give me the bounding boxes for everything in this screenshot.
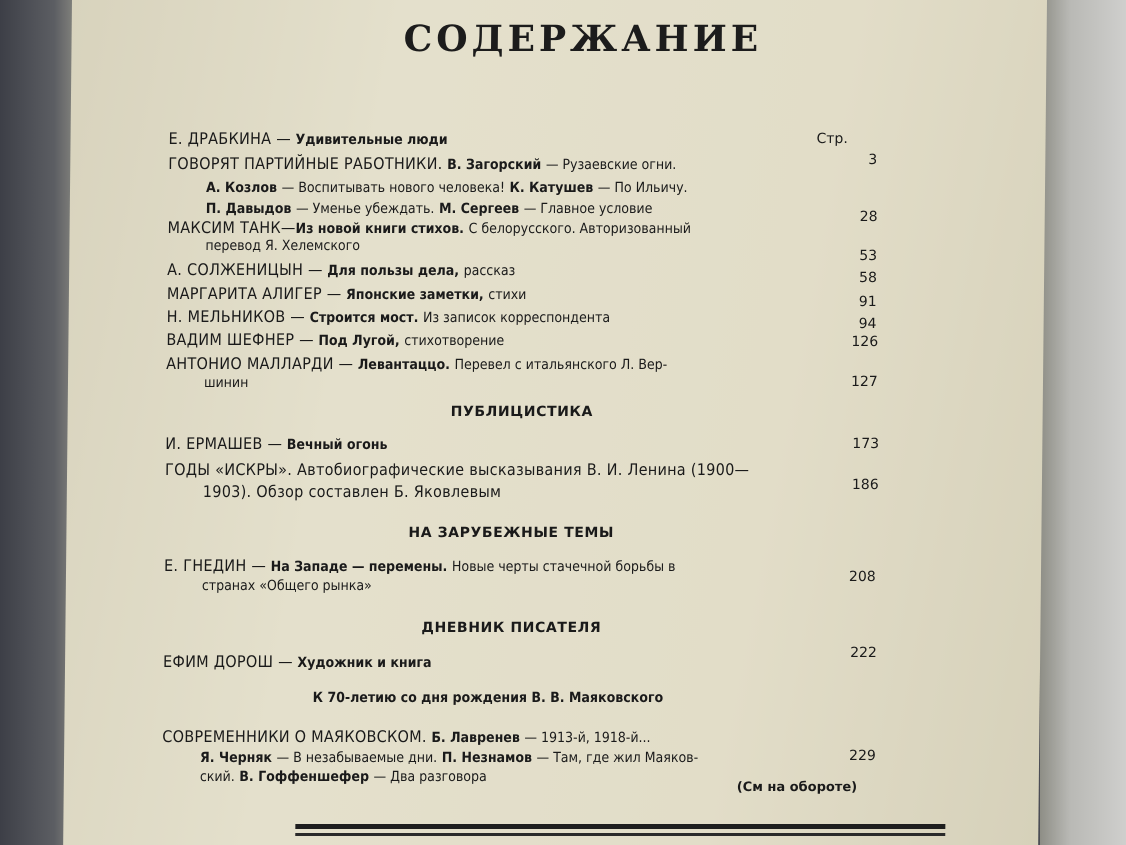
toc-entry [162, 727, 651, 746]
entry-title: — Уменье убеждать. [295, 201, 435, 217]
entry-contributor: В. Гоффеншефер [239, 769, 370, 785]
entry-note: Перевел с итальянского Л. Вер- [454, 357, 668, 373]
entry-contributor: А. Козлов [205, 180, 278, 196]
page-number: 222 [850, 645, 877, 661]
page-title: СОДЕРЖАНИЕ [403, 18, 763, 60]
entry-title: Удивительные люди [295, 132, 448, 148]
page-number: 94 [858, 316, 877, 332]
toc-entry [167, 307, 611, 326]
entry-author: Н. МЕЛЬНИКОВ — [166, 307, 306, 326]
page-number: 186 [851, 477, 879, 493]
page-number: 28 [859, 209, 878, 225]
entry-title: — Там, где жил Маяков- [536, 750, 699, 766]
page-number: 208 [848, 569, 876, 585]
entry-title: Левантаццо. [357, 357, 451, 373]
entry-title: Строится мост. [309, 310, 419, 326]
entry-contributor: М. Сергеев [438, 201, 520, 217]
page-number: 3 [868, 152, 878, 168]
entry-note: перевод Я. Хелемского [205, 238, 361, 254]
entry-note: Новые черты стачечной борьбы в [451, 559, 676, 575]
entry-note: шинин [203, 375, 249, 391]
entry-title: — По Ильичу. [597, 180, 688, 196]
entry-note: стихи [488, 287, 527, 303]
page-number: 127 [850, 374, 878, 390]
toc-entry-line [206, 177, 688, 196]
entry-title: Для пользы дела, [327, 263, 460, 279]
section-heading: ПУБЛИЦИСТИКА [450, 404, 594, 420]
page-number: 126 [851, 334, 879, 350]
page-column-label: Стр. [816, 131, 848, 147]
entry-title: — Воспитывать нового человека! [281, 180, 506, 196]
entry-author: И. ЕРМАШЕВ — [165, 434, 283, 453]
entry-contributor: Я. Черняк [199, 750, 273, 766]
entry-author: МАКСИМ ТАНК— [167, 218, 296, 237]
entry-author: ЕФИМ ДОРОШ — [162, 652, 293, 671]
toc-entry [167, 260, 515, 279]
toc-entry-line [206, 198, 653, 217]
entry-title: ский. [199, 769, 235, 785]
bottom-rule-thin [295, 833, 945, 836]
entry-author: А. СОЛЖЕНИЦЫН — [167, 260, 323, 279]
entry-contributor: К. Катушев [509, 180, 594, 196]
page-number: 173 [852, 436, 880, 452]
toc-entry [167, 284, 527, 303]
section-heading: НА ЗАРУБЕЖНЫЕ ТЕМЫ [408, 525, 615, 541]
entry-title: — 1913-й, 1918-й... [524, 730, 651, 746]
entry-author: ГОВОРЯТ ПАРТИЙНЫЕ РАБОТНИКИ. [168, 154, 443, 173]
section-heading: ДНЕВНИК ПИСАТЕЛЯ [421, 620, 602, 636]
entry-contributor: В. Загорский [447, 157, 542, 173]
entry-title: Вечный огонь [286, 437, 388, 453]
entry-title: Японские заметки, [345, 287, 484, 303]
section-heading: К 70-летию со дня рождения В. В. Маяковского [312, 690, 664, 706]
entry-title: Под Лугой, [318, 333, 400, 349]
entry-author: АНТОНИО МАЛЛАРДИ — [166, 354, 354, 373]
toc-entry [168, 129, 447, 148]
entry-title: — Два разговора [373, 769, 487, 785]
bottom-rule [295, 824, 945, 829]
toc-entry: ГОДЫ «ИСКРЫ». Автобиографические высказывания В. И. Ленина (1900— [164, 460, 750, 479]
entry-contributor: Б. Лавренев [431, 730, 520, 746]
entry-note: стихотворение [404, 333, 505, 349]
entry-author: Е. ГНЕДИН — [163, 556, 267, 575]
entry-title: — Главное условие [523, 201, 653, 217]
book-page [63, 0, 1047, 845]
toc-entry [164, 556, 676, 575]
toc-entry [166, 330, 504, 349]
toc-entry [163, 652, 432, 671]
entry-author: ВАДИМ ШЕФНЕР — [166, 330, 314, 349]
entry-author: СОВРЕМЕННИКИ О МАЯКОВСКОМ. [162, 727, 427, 746]
toc-entry-line [200, 766, 487, 785]
page-number: 229 [848, 748, 876, 764]
continued-note: (См на обороте) [736, 780, 858, 795]
toc-entry-line [200, 747, 698, 766]
entry-title: На Западе — перемены. [270, 559, 448, 575]
page-number: 58 [859, 270, 878, 286]
toc-entry [166, 354, 667, 373]
entry-author: Е. ДРАБКИНА — [168, 129, 292, 148]
entry-note: странах «Общего рынка» [201, 578, 372, 594]
toc-entry [168, 154, 676, 173]
page-number: 53 [859, 248, 878, 264]
entry-note: рассказ [463, 263, 516, 279]
entry-author: МАРГАРИТА АЛИГЕР — [166, 284, 342, 303]
entry-note: С белорусского. Авторизованный [468, 221, 692, 237]
toc-entry [165, 434, 387, 453]
toc-entry [168, 218, 692, 237]
background-right [1040, 0, 1126, 845]
entry-contributor: П. Незнамов [441, 750, 533, 766]
page-number: 91 [858, 294, 877, 310]
entry-title: Художник и книга [297, 655, 432, 671]
entry-note: Из записок корреспондента [422, 310, 611, 326]
entry-title: — В незабываемые дни. [276, 750, 438, 766]
entry-contributor: П. Давыдов [205, 201, 292, 217]
entry-title: — Рузаевские огни. [545, 157, 677, 173]
toc-entry-line: 1903). Обзор составлен Б. Яковлевым [202, 482, 502, 501]
entry-title: Из новой книги стихов. [295, 221, 465, 237]
